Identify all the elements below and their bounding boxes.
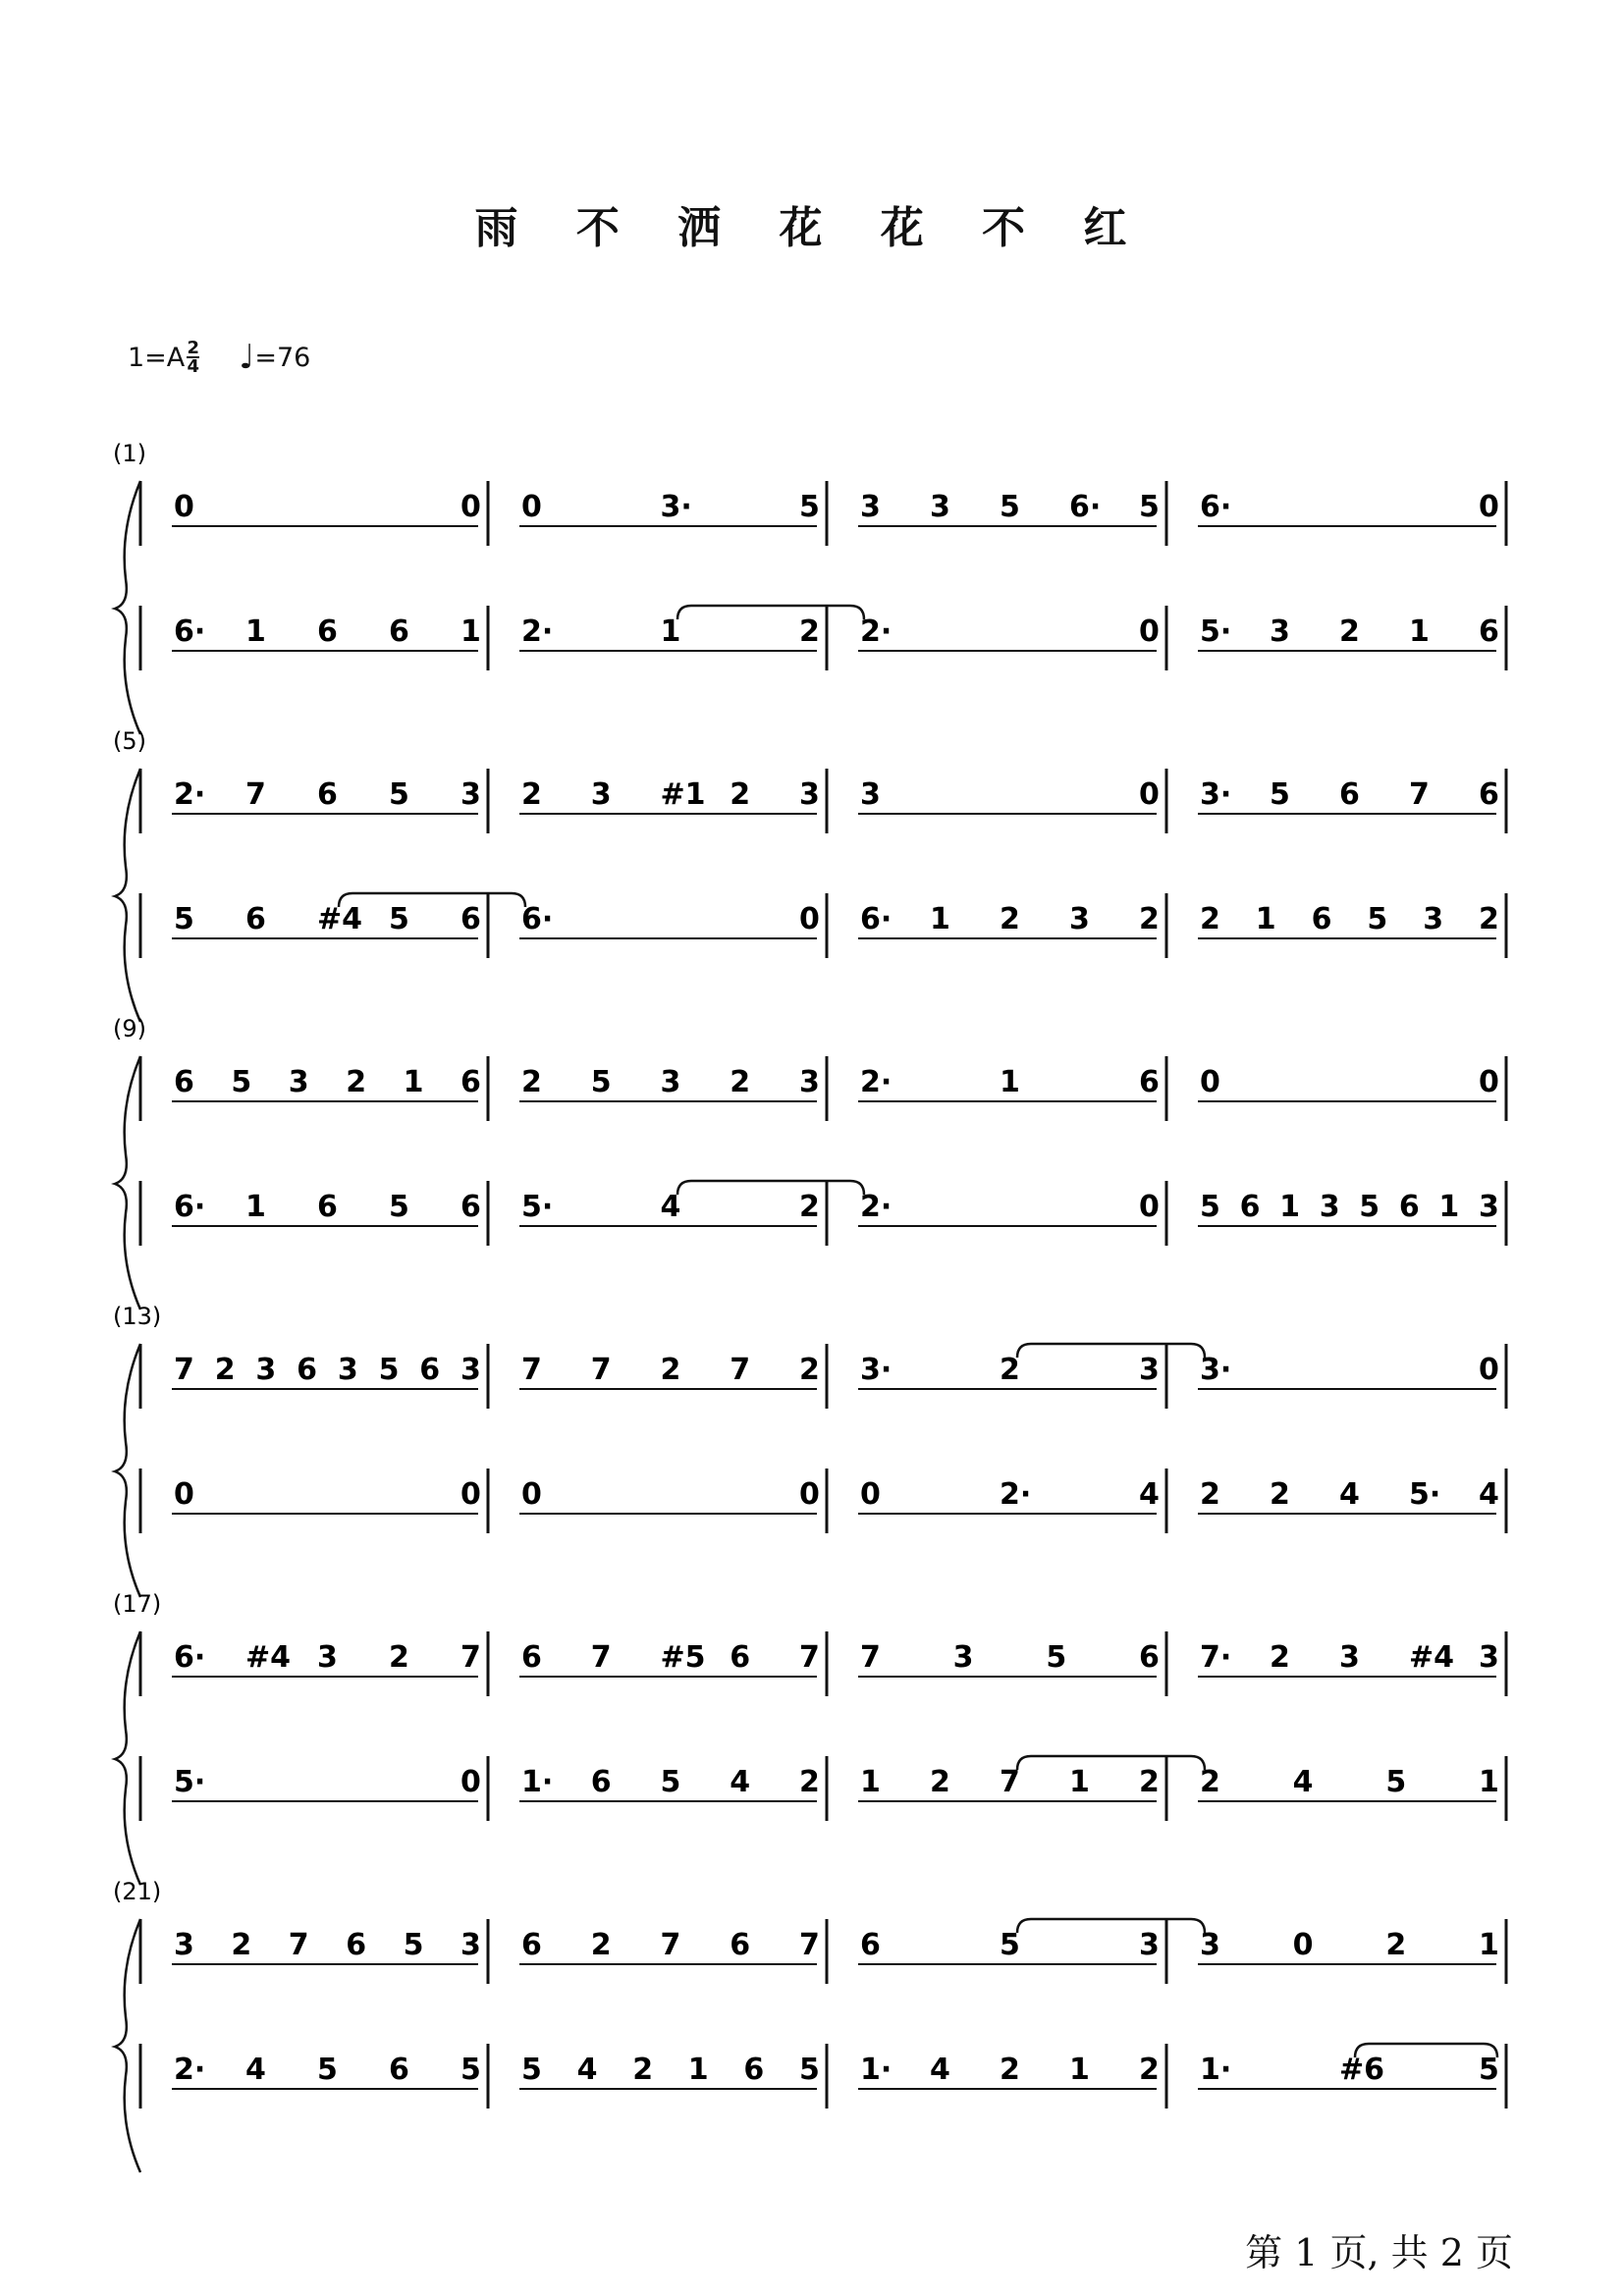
note: 7 (799, 1640, 820, 1675)
note: 3 (590, 777, 612, 812)
note: 4 (1139, 1477, 1160, 1512)
note: 6 (521, 1928, 542, 1962)
note: 3 (1479, 1640, 1499, 1675)
note: 0 (1479, 490, 1499, 524)
note: 3 (288, 1065, 309, 1099)
note: 5 (1046, 1640, 1067, 1675)
note: 2 (1000, 902, 1020, 936)
note: 2 (1270, 1477, 1290, 1512)
note: 1 (687, 2053, 709, 2087)
note: 3 (317, 1640, 338, 1675)
note: 0 (799, 902, 820, 936)
note: 3 (1069, 902, 1090, 936)
measure-number: (1) (113, 440, 146, 467)
note: 0 (521, 490, 542, 524)
note: 5 (389, 777, 409, 812)
score-title: 雨 不 洒 花 花 不 红 (474, 203, 1149, 253)
note: 7 (590, 1640, 612, 1675)
note: 2· (860, 614, 893, 649)
tempo-value: =76 (254, 342, 311, 373)
system-bracket (115, 1344, 140, 1597)
tie-arc (677, 1181, 864, 1195)
note: 1 (245, 614, 266, 649)
note: 2 (389, 1640, 409, 1675)
note: 3 (255, 1353, 277, 1387)
note: 6· (174, 1640, 206, 1675)
note: 0 (1139, 1190, 1160, 1224)
note: 2 (1270, 1640, 1290, 1675)
note: 5 (389, 902, 409, 936)
note: 6· (174, 614, 206, 649)
note: 5 (660, 1765, 681, 1799)
note: 6 (730, 1640, 751, 1675)
note: 2· (174, 777, 206, 812)
note: 3 (460, 777, 481, 812)
note: 1 (460, 614, 481, 649)
note: 2 (1139, 2053, 1160, 2087)
note: 7 (860, 1640, 881, 1675)
note: 3· (860, 1353, 893, 1387)
note: 1 (1479, 1765, 1499, 1799)
note: 6 (1479, 777, 1499, 812)
note: 3 (460, 1928, 481, 1962)
note: 4 (930, 2053, 950, 2087)
tie-arc (677, 606, 864, 619)
note: 2 (1385, 1928, 1407, 1962)
note: 1 (1438, 1190, 1460, 1224)
note: 3 (1319, 1190, 1340, 1224)
note: 3 (660, 1065, 681, 1099)
note: 6 (743, 2053, 765, 2087)
note: 3 (930, 490, 950, 524)
note: 5 (460, 2053, 481, 2087)
note: 3 (337, 1353, 358, 1387)
note: 2 (730, 777, 751, 812)
note: 1 (1069, 2053, 1090, 2087)
tie-arc (1017, 1756, 1205, 1770)
note: 3 (860, 490, 881, 524)
note: #4 (245, 1640, 292, 1675)
note: 0 (1139, 614, 1160, 649)
note: 1 (1000, 1065, 1020, 1099)
note: 3 (860, 777, 881, 812)
note: 7 (660, 1928, 681, 1962)
note: 6 (1479, 614, 1499, 649)
note: 0 (1479, 1353, 1499, 1387)
note: 3 (1339, 1640, 1360, 1675)
note: 3 (799, 777, 820, 812)
note: 1 (660, 614, 681, 649)
note: 6 (730, 1928, 751, 1962)
note: 5 (799, 2053, 820, 2087)
quarter-note-icon: ♩ (239, 338, 255, 377)
measure-number: (17) (113, 1590, 162, 1618)
note: 2 (660, 1353, 681, 1387)
note: 2 (346, 1065, 367, 1099)
note: 6 (590, 1765, 612, 1799)
note: 7 (590, 1353, 612, 1387)
note: 2· (521, 614, 554, 649)
system-bracket (115, 1631, 140, 1885)
note: 0 (1292, 1928, 1314, 1962)
note: 5 (231, 1065, 252, 1099)
note: 2· (860, 1190, 893, 1224)
note: 0 (460, 490, 481, 524)
note: 5 (1367, 902, 1388, 936)
note: 4 (730, 1765, 751, 1799)
time-signature-numerator: 2 (187, 338, 200, 358)
note: 6 (1339, 777, 1360, 812)
note: 0 (1200, 1065, 1220, 1099)
note: 3 (1200, 1928, 1220, 1962)
note: 5· (1409, 1477, 1441, 1512)
note: 6· (521, 902, 554, 936)
note: 6 (1139, 1640, 1160, 1675)
system-bracket (115, 1919, 140, 2172)
note: #6 (1339, 2053, 1385, 2087)
note: 6 (460, 1065, 481, 1099)
note: 0 (860, 1477, 881, 1512)
tie-arc (339, 893, 525, 907)
note: 3· (1200, 1353, 1232, 1387)
note: 1 (403, 1065, 424, 1099)
note: 0 (460, 1765, 481, 1799)
note: 1· (1200, 2053, 1232, 2087)
note: 0 (1479, 1065, 1499, 1099)
note: 3 (1423, 902, 1444, 936)
note: 2 (930, 1765, 950, 1799)
note: 2 (521, 777, 542, 812)
note: 5 (403, 1928, 424, 1962)
measure-number: (13) (113, 1303, 162, 1330)
note: 6 (521, 1640, 542, 1675)
note: 6 (460, 902, 481, 936)
note: 2 (1139, 1765, 1160, 1799)
note: 5· (174, 1765, 206, 1799)
note: #1 (660, 777, 706, 812)
note: 2 (1139, 902, 1160, 936)
tie-arc (1017, 1344, 1205, 1358)
note: 3 (1479, 1190, 1499, 1224)
note: 2 (799, 1765, 820, 1799)
time-signature-denominator: 4 (187, 356, 200, 377)
measure-number: (9) (113, 1015, 146, 1042)
note: 0 (521, 1477, 542, 1512)
note: 0 (174, 490, 194, 524)
note: 7 (799, 1928, 820, 1962)
system-bracket (115, 1056, 140, 1309)
note: 5 (389, 1190, 409, 1224)
note: 5 (1479, 2053, 1499, 2087)
note: 2 (1200, 1477, 1220, 1512)
note: 5 (174, 902, 194, 936)
note: 5 (1200, 1190, 1220, 1224)
note: 5 (1000, 1928, 1020, 1962)
note: 4 (660, 1190, 681, 1224)
note: 0 (799, 1477, 820, 1512)
note: #5 (660, 1640, 706, 1675)
note: 4 (1479, 1477, 1499, 1512)
note: 6 (346, 1928, 367, 1962)
note: 5 (1139, 490, 1160, 524)
note: 2 (1200, 1765, 1220, 1799)
note: 1 (1279, 1190, 1301, 1224)
note: 6· (1069, 490, 1102, 524)
note: 3· (660, 490, 692, 524)
note: 2 (231, 1928, 252, 1962)
note: 7· (1200, 1640, 1232, 1675)
note: 6· (1200, 490, 1232, 524)
note: 5 (378, 1353, 400, 1387)
note: 0 (174, 1477, 194, 1512)
key-signature: 1=A (128, 342, 186, 373)
note: 6 (317, 777, 338, 812)
note: 1 (1409, 614, 1430, 649)
note: 2 (1339, 614, 1360, 649)
note: 5 (590, 1065, 612, 1099)
tie-arc (1017, 1919, 1205, 1933)
system-bracket (115, 481, 140, 734)
note: 2· (860, 1065, 893, 1099)
note: 2 (1479, 902, 1499, 936)
note: 3 (174, 1928, 194, 1962)
measure-number: (21) (113, 1878, 162, 1905)
note: 6 (460, 1190, 481, 1224)
note: 5 (799, 490, 820, 524)
note: 3 (460, 1353, 481, 1387)
page-footer: 第 1 页, 共 2 页 (1245, 2231, 1513, 2274)
note: 6 (389, 2053, 409, 2087)
note: 1· (521, 1765, 554, 1799)
note: 6 (317, 1190, 338, 1224)
note: 6 (317, 614, 338, 649)
note: 5· (1200, 614, 1232, 649)
note: 4 (576, 2053, 598, 2087)
note: 1 (1069, 1765, 1090, 1799)
note: 6· (174, 1190, 206, 1224)
note: 4 (1292, 1765, 1314, 1799)
note: 6 (1311, 902, 1332, 936)
note: 7 (1409, 777, 1430, 812)
note: 4 (245, 2053, 266, 2087)
note: 0 (1139, 777, 1160, 812)
note: 5 (1359, 1190, 1380, 1224)
note: 5 (1385, 1765, 1407, 1799)
note: 3· (1200, 777, 1232, 812)
note: 2 (1200, 902, 1220, 936)
note: 7 (460, 1640, 481, 1675)
note: 6 (297, 1353, 318, 1387)
note: 6 (245, 902, 266, 936)
note: 5 (317, 2053, 338, 2087)
note: 2 (632, 2053, 654, 2087)
note: 6 (1239, 1190, 1261, 1224)
note: 6 (419, 1353, 441, 1387)
note: 3 (952, 1640, 974, 1675)
note: 6 (1139, 1065, 1160, 1099)
measure-number: (5) (113, 727, 146, 755)
note: 2 (730, 1065, 751, 1099)
note: 2 (590, 1928, 612, 1962)
note: 1 (245, 1190, 266, 1224)
note: 6 (389, 614, 409, 649)
note: 1· (860, 2053, 893, 2087)
note: 6 (174, 1065, 194, 1099)
note: 4 (1339, 1477, 1360, 1512)
note: 1 (1255, 902, 1276, 936)
note: 7 (1000, 1765, 1020, 1799)
note: 2 (799, 1353, 820, 1387)
note: 7 (521, 1353, 542, 1387)
note: 3 (1139, 1353, 1160, 1387)
note: 2 (1000, 1353, 1020, 1387)
note: 3 (799, 1065, 820, 1099)
note: 3 (1139, 1928, 1160, 1962)
note: 2 (1000, 2053, 1020, 2087)
note: 6 (860, 1928, 881, 1962)
note: #4 (317, 902, 363, 936)
note: #4 (1409, 1640, 1455, 1675)
note: 2 (799, 1190, 820, 1224)
note: 7 (288, 1928, 309, 1962)
note: 1 (930, 902, 950, 936)
note: 1 (1479, 1928, 1499, 1962)
note: 2 (799, 614, 820, 649)
note: 2· (174, 2053, 206, 2087)
note: 5 (521, 2053, 542, 2087)
note: 5· (521, 1190, 554, 1224)
note: 5 (1270, 777, 1290, 812)
note: 2· (1000, 1477, 1032, 1512)
note: 7 (730, 1353, 751, 1387)
note: 6· (860, 902, 893, 936)
note: 0 (460, 1477, 481, 1512)
note: 6 (1398, 1190, 1420, 1224)
note: 3 (1270, 614, 1290, 649)
note: 7 (174, 1353, 194, 1387)
note: 2 (521, 1065, 542, 1099)
note: 1 (860, 1765, 881, 1799)
note: 7 (245, 777, 266, 812)
note: 5 (1000, 490, 1020, 524)
note: 2 (214, 1353, 236, 1387)
system-bracket (115, 769, 140, 1022)
